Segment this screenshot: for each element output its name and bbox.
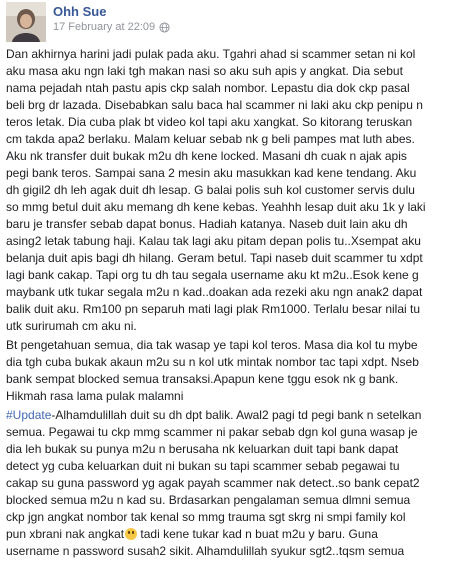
text-line: bank sempat blocked semua transaksi.Apapun kene tggu esok nk g bank. xyxy=(6,372,399,386)
text-line: cakap su guna password yg agak payah scammer nak detect..so bank cepat2 xyxy=(6,476,420,490)
post-meta xyxy=(53,21,170,33)
text-line: username n password susah2 sikit. Alhamdulillah syukur sgt2..tqsm semua xyxy=(6,544,405,558)
text-line: Hikmah rasa lama pulak malamni xyxy=(6,389,184,403)
update-first-line-text: -Alhamdulillah duit su dh dpt balik. Awal2 pagi td pegi bank n setelkan xyxy=(51,408,422,422)
avatar-image xyxy=(6,2,46,42)
text-line: baru je transfer sebab dapat bonus. Hadiah katanya. Naseb duit lain aku dh xyxy=(6,217,408,231)
post-timestamp[interactable]: 17 February at 22:09 xyxy=(53,21,156,33)
post-body xyxy=(6,46,458,560)
text-line: belanja duit apis bagi dh hilang. Geram betul. Tapi naseb duit scammer tu xdpt xyxy=(6,251,423,265)
author-name[interactable]: Ohh Sue xyxy=(53,4,107,19)
paragraph-update xyxy=(6,407,458,560)
text-line: Dan akhirnya harini jadi pulak pada aku. Tgahri ahad si scammer setan ni kol xyxy=(6,47,416,61)
text-line: lagi bank cakap. Tapi org tu dh tau segala username aku kt m2u..Esok kene g xyxy=(6,268,419,282)
text-line: pegi bank teros. Sampai sana 2 mesin aku masukkan kad kene tendang. Aku xyxy=(6,166,417,180)
text-line: Bt pengetahuan semua, dia tak wasap ye tapi kol teros. Masa dia kol tu mybe xyxy=(6,338,418,352)
grinning-sweat-emoji-icon xyxy=(125,528,137,540)
text-line: blocked semua m2u n kad su. Brdasarkan pengalaman semua dlmni semua xyxy=(6,493,411,507)
text-line: dh gigil2 dh leh agak duit dh lesap. G balai polis suh kol customer servis dulu xyxy=(6,183,415,197)
text-line: asing2 letak tabung haji. Kalau tak lagi aku pitam depan polis tu..Xsempat aku xyxy=(6,234,421,248)
paragraph-info xyxy=(6,337,458,405)
text-line xyxy=(6,526,458,543)
text-line: so mmg betul duit aku memang dh kene kebas. Yeahhh lesap duit aku 1k y laki xyxy=(6,200,426,214)
text-line: dia leh bukak su punya m2u n berusaha nk keluarkan duit tapi bank dapat xyxy=(6,442,399,456)
author-avatar[interactable] xyxy=(6,2,46,42)
text-line: maybank utk tukar segala m2u n kad..doakan ada rezeki aku ngn anak2 dapat xyxy=(6,285,423,299)
text-line: Aku nk transfer duit bukak m2u dh kene locked. Masani dh cuak n ajak apis xyxy=(6,149,407,163)
update-hashtag-link[interactable]: #Update xyxy=(6,408,52,422)
text-line: nama pejadah ntah pastu apis ckp salah nombor. Lepastu dia dok ckp pasal xyxy=(6,81,410,95)
text-before-emoji: pun xbrani nak angkat xyxy=(6,527,125,541)
text-line: teros letak. Dia cuba plak bt video kol tapi aku xangkat. So kitorang teruskan xyxy=(6,115,413,129)
text-line: beli brg dr lazada. Disebabkan salu baca hal scammer ni laki aku ckp penipu n xyxy=(6,98,423,112)
text-line: dia tgh cuba bukak akaun m2u su n kol utk mintak nombor tac tapi xdpt. Nseb xyxy=(6,355,419,369)
globe-icon[interactable] xyxy=(159,22,170,33)
text-line: detect yg cuba keluarkan duit ni bukan su tapi scammer sebab pegawai tu xyxy=(6,459,400,473)
text-line: semua. Pegawai tu ckp mmg scammer ni pakar sebab dgn kol guna wasap je xyxy=(6,425,418,439)
text-line: cm takda apa2 berlaku. Malam keluar sebab nk g beli pampes mat luth abes. xyxy=(6,132,415,146)
text-line: aku masa aku ngn laki tgh makan nasi so aku suh apis y angkat. Dia sebut xyxy=(6,64,403,78)
text-line xyxy=(6,407,458,424)
text-line: ckp jgn angkat nombor tak kenal so mmg trauma sgt skrg ni smpi family kol xyxy=(6,510,406,524)
text-line: utk surirumah cm aku ni. xyxy=(6,319,137,333)
post-header xyxy=(0,0,462,44)
text-after-emoji: tadi kene tukar kad n buat m2u y baru. Guna xyxy=(137,527,378,541)
paragraph-story xyxy=(6,46,458,335)
text-line: balik duit aku. Rm100 pn separuh mati lagi plak Rm1000. Terlalu besar nilai tu xyxy=(6,302,421,316)
